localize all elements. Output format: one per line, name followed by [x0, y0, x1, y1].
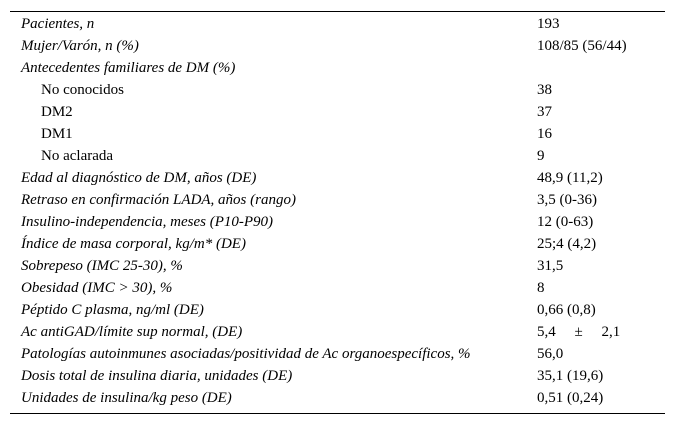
row-value: 12 (0-63) [537, 214, 594, 230]
table-row [10, 79, 665, 101]
table-body [10, 13, 665, 409]
row-value: 8 [537, 280, 545, 296]
table-row [10, 365, 665, 387]
row-value: 56,0 [537, 346, 564, 362]
row-value: 0,66 (0,8) [537, 302, 596, 318]
table-row [10, 255, 665, 277]
row-label: Unidades de insulina/kg peso (DE) [21, 390, 232, 406]
row-label: No conocidos [41, 82, 124, 98]
characteristics-table [10, 11, 665, 414]
row-value: 16 [537, 126, 552, 142]
table-row [10, 123, 665, 145]
row-label: Pacientes, n [21, 16, 95, 32]
table-row [10, 343, 665, 365]
row-label: Patologías autoinmunes asociadas/positividad de Ac organoespecíficos, % [21, 346, 471, 362]
table-row [10, 321, 665, 343]
table-row [10, 189, 665, 211]
row-value: 25;4 (4,2) [537, 236, 597, 252]
table-row [10, 277, 665, 299]
row-value: 48,9 (11,2) [537, 170, 603, 186]
row-label: DM2 [41, 104, 73, 120]
table-row [10, 145, 665, 167]
table-row [10, 57, 665, 79]
row-value: 35,1 (19,6) [537, 368, 604, 384]
row-value: 108/85 (56/44) [537, 38, 627, 54]
table-row [10, 167, 665, 189]
row-value: 37 [537, 104, 552, 120]
row-label: Péptido C plasma, ng/ml (DE) [21, 302, 204, 318]
row-value: 193 [537, 16, 560, 32]
row-label: Obesidad (IMC > 30), % [21, 280, 173, 296]
row-label: No aclarada [41, 148, 114, 164]
row-label: Ac antiGAD/límite sup normal, (DE) [21, 324, 243, 340]
row-value: 38 [537, 82, 552, 98]
table-row [10, 299, 665, 321]
row-label: Antecedentes familiares de DM (%) [21, 60, 236, 76]
row-label: Insulino-independencia, meses (P10-P90) [21, 214, 274, 230]
row-label: Edad al diagnóstico de DM, años (DE) [21, 170, 257, 186]
table-row [10, 101, 665, 123]
table-row [10, 387, 665, 409]
row-value: 9 [537, 148, 545, 164]
row-value: 3,5 (0-36) [537, 192, 597, 208]
table-bottom-padding [10, 409, 665, 413]
row-label: Sobrepeso (IMC 25-30), % [21, 258, 183, 274]
row-value: 31,5 [537, 258, 564, 274]
row-label: DM1 [41, 126, 73, 142]
row-label: Índice de masa corporal, kg/m* (DE) [21, 236, 246, 252]
row-label: Retraso en confirmación LADA, años (rango) [21, 192, 296, 208]
row-value: 0,51 (0,24) [537, 390, 604, 406]
table-row [10, 211, 665, 233]
row-value: 5,4 ± 2,1 [537, 324, 621, 340]
table-row [10, 35, 665, 57]
table-row [10, 13, 665, 35]
row-label: Mujer/Varón, n (%) [21, 38, 139, 54]
row-label: Dosis total de insulina diaria, unidades (DE) [21, 368, 293, 384]
table-row [10, 233, 665, 255]
